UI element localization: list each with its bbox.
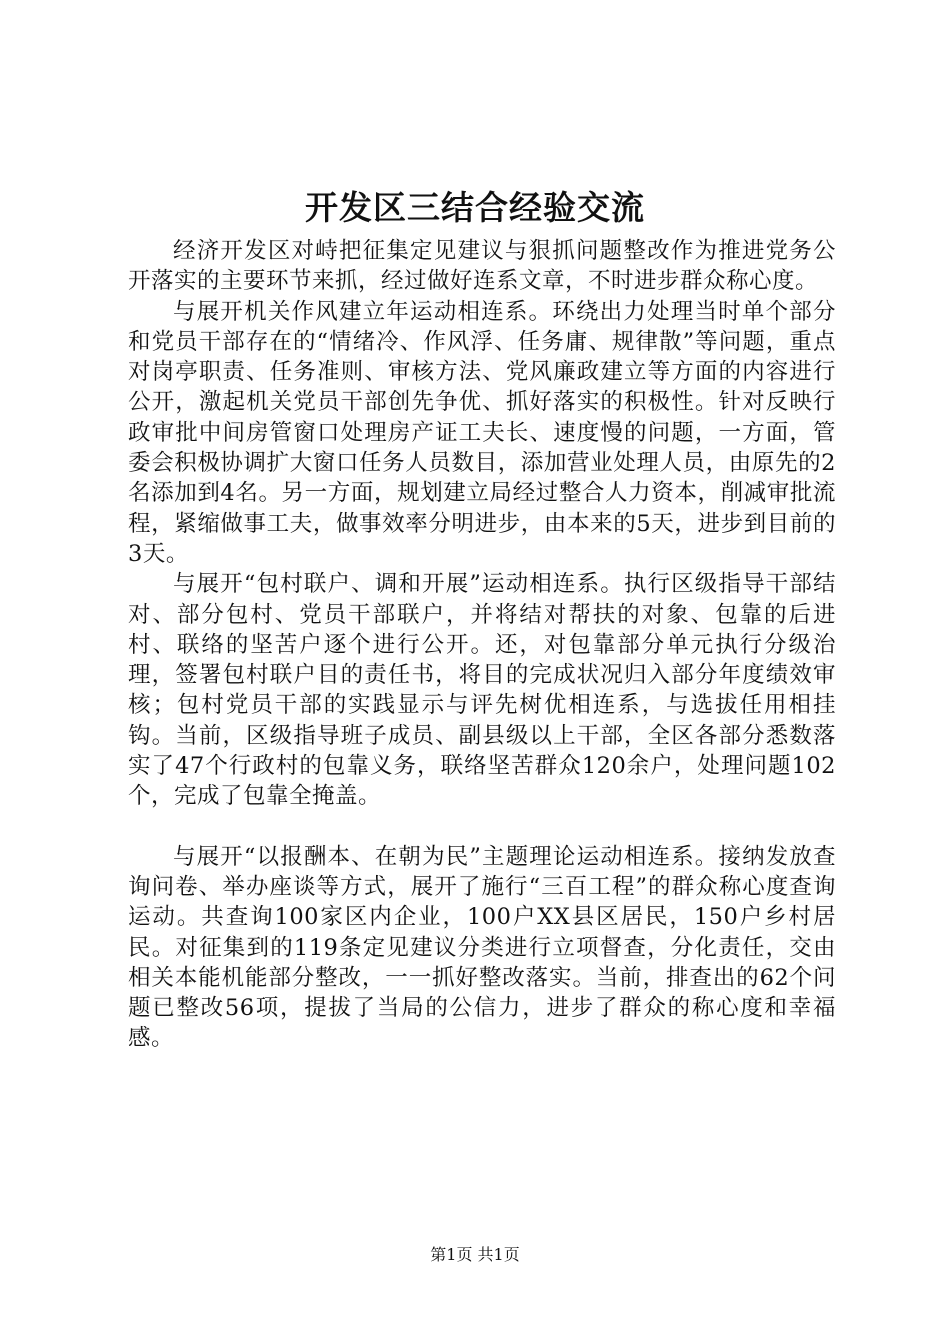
document-body	[128, 236, 836, 1054]
paragraph-intro: 经济开发区对峙把征集定见建议与狠抓问题整改作为推进党务公开落实的主要环节来抓，经过做好连系文章，不时进步群众称心度。	[128, 238, 836, 295]
paragraph-work-style: 与展开机关作风建立年运动相连系。环绕出力处理当时单个部分和党员干部存在的“情绪冷、作风浮、任务庸、规律散”等问题，重点对岗亭职责、任务准则、审核方法、党风廉政建立等方面的内容进行公开，激起机关党员干部创先争优、抓好落实的积极性。针对反映行政审批中间房管窗口处理房产证工夫长、速度慢的问题，一方面，管委会积极协调扩大窗口任务人员数目，添加营业处理人员，由原先的2名添加到4名。另一方面，规划建立局经过整合人力资本，削减审批流程，紧缩做事工夫，做事效率分明进步，由本来的5天，进步到目前的3天。	[128, 298, 836, 567]
paragraph-people-oriented: 与展开“以报酬本、在朝为民”主题理论运动相连系。接纳发放查询问卷、举办座谈等方式，展开了施行“三百工程”的群众称心度查询运动。共查询100家区内企业，100户XX县区居民，150户乡村居民。对征集到的119条定见建议分类进行立项督查，分化责任，交由相关本能机能部分整改，一一抓好整改落实。当前，排查出的62个问题已整改56项，提拔了当局的公信力，进步了群众的称心度和幸福感。	[128, 843, 836, 1052]
paragraph-village-pairing: 与展开“包村联户、调和开展”运动相连系。执行区级指导干部结对、部分包村、党员干部联户，并将结对帮扶的对象、包靠的后进村、联络的坚苦户逐个进行公开。还，对包靠部分单元执行分级治理，签署包村联户目的责任书，将目的完成状况归入部分年度绩效审核；包村党员干部的实践显示与评先树优相连系，与选拔任用相挂钩。当前，区级指导班子成员、副县级以上干部，全区各部分悉数落实了47个行政村的包靠义务，联络坚苦群众120余户，处理问题102个，完成了包靠全掩盖。	[128, 571, 836, 810]
document-title: 开发区三结合经验交流	[305, 188, 645, 227]
page-footer: 第1页 共1页	[430, 1245, 520, 1264]
